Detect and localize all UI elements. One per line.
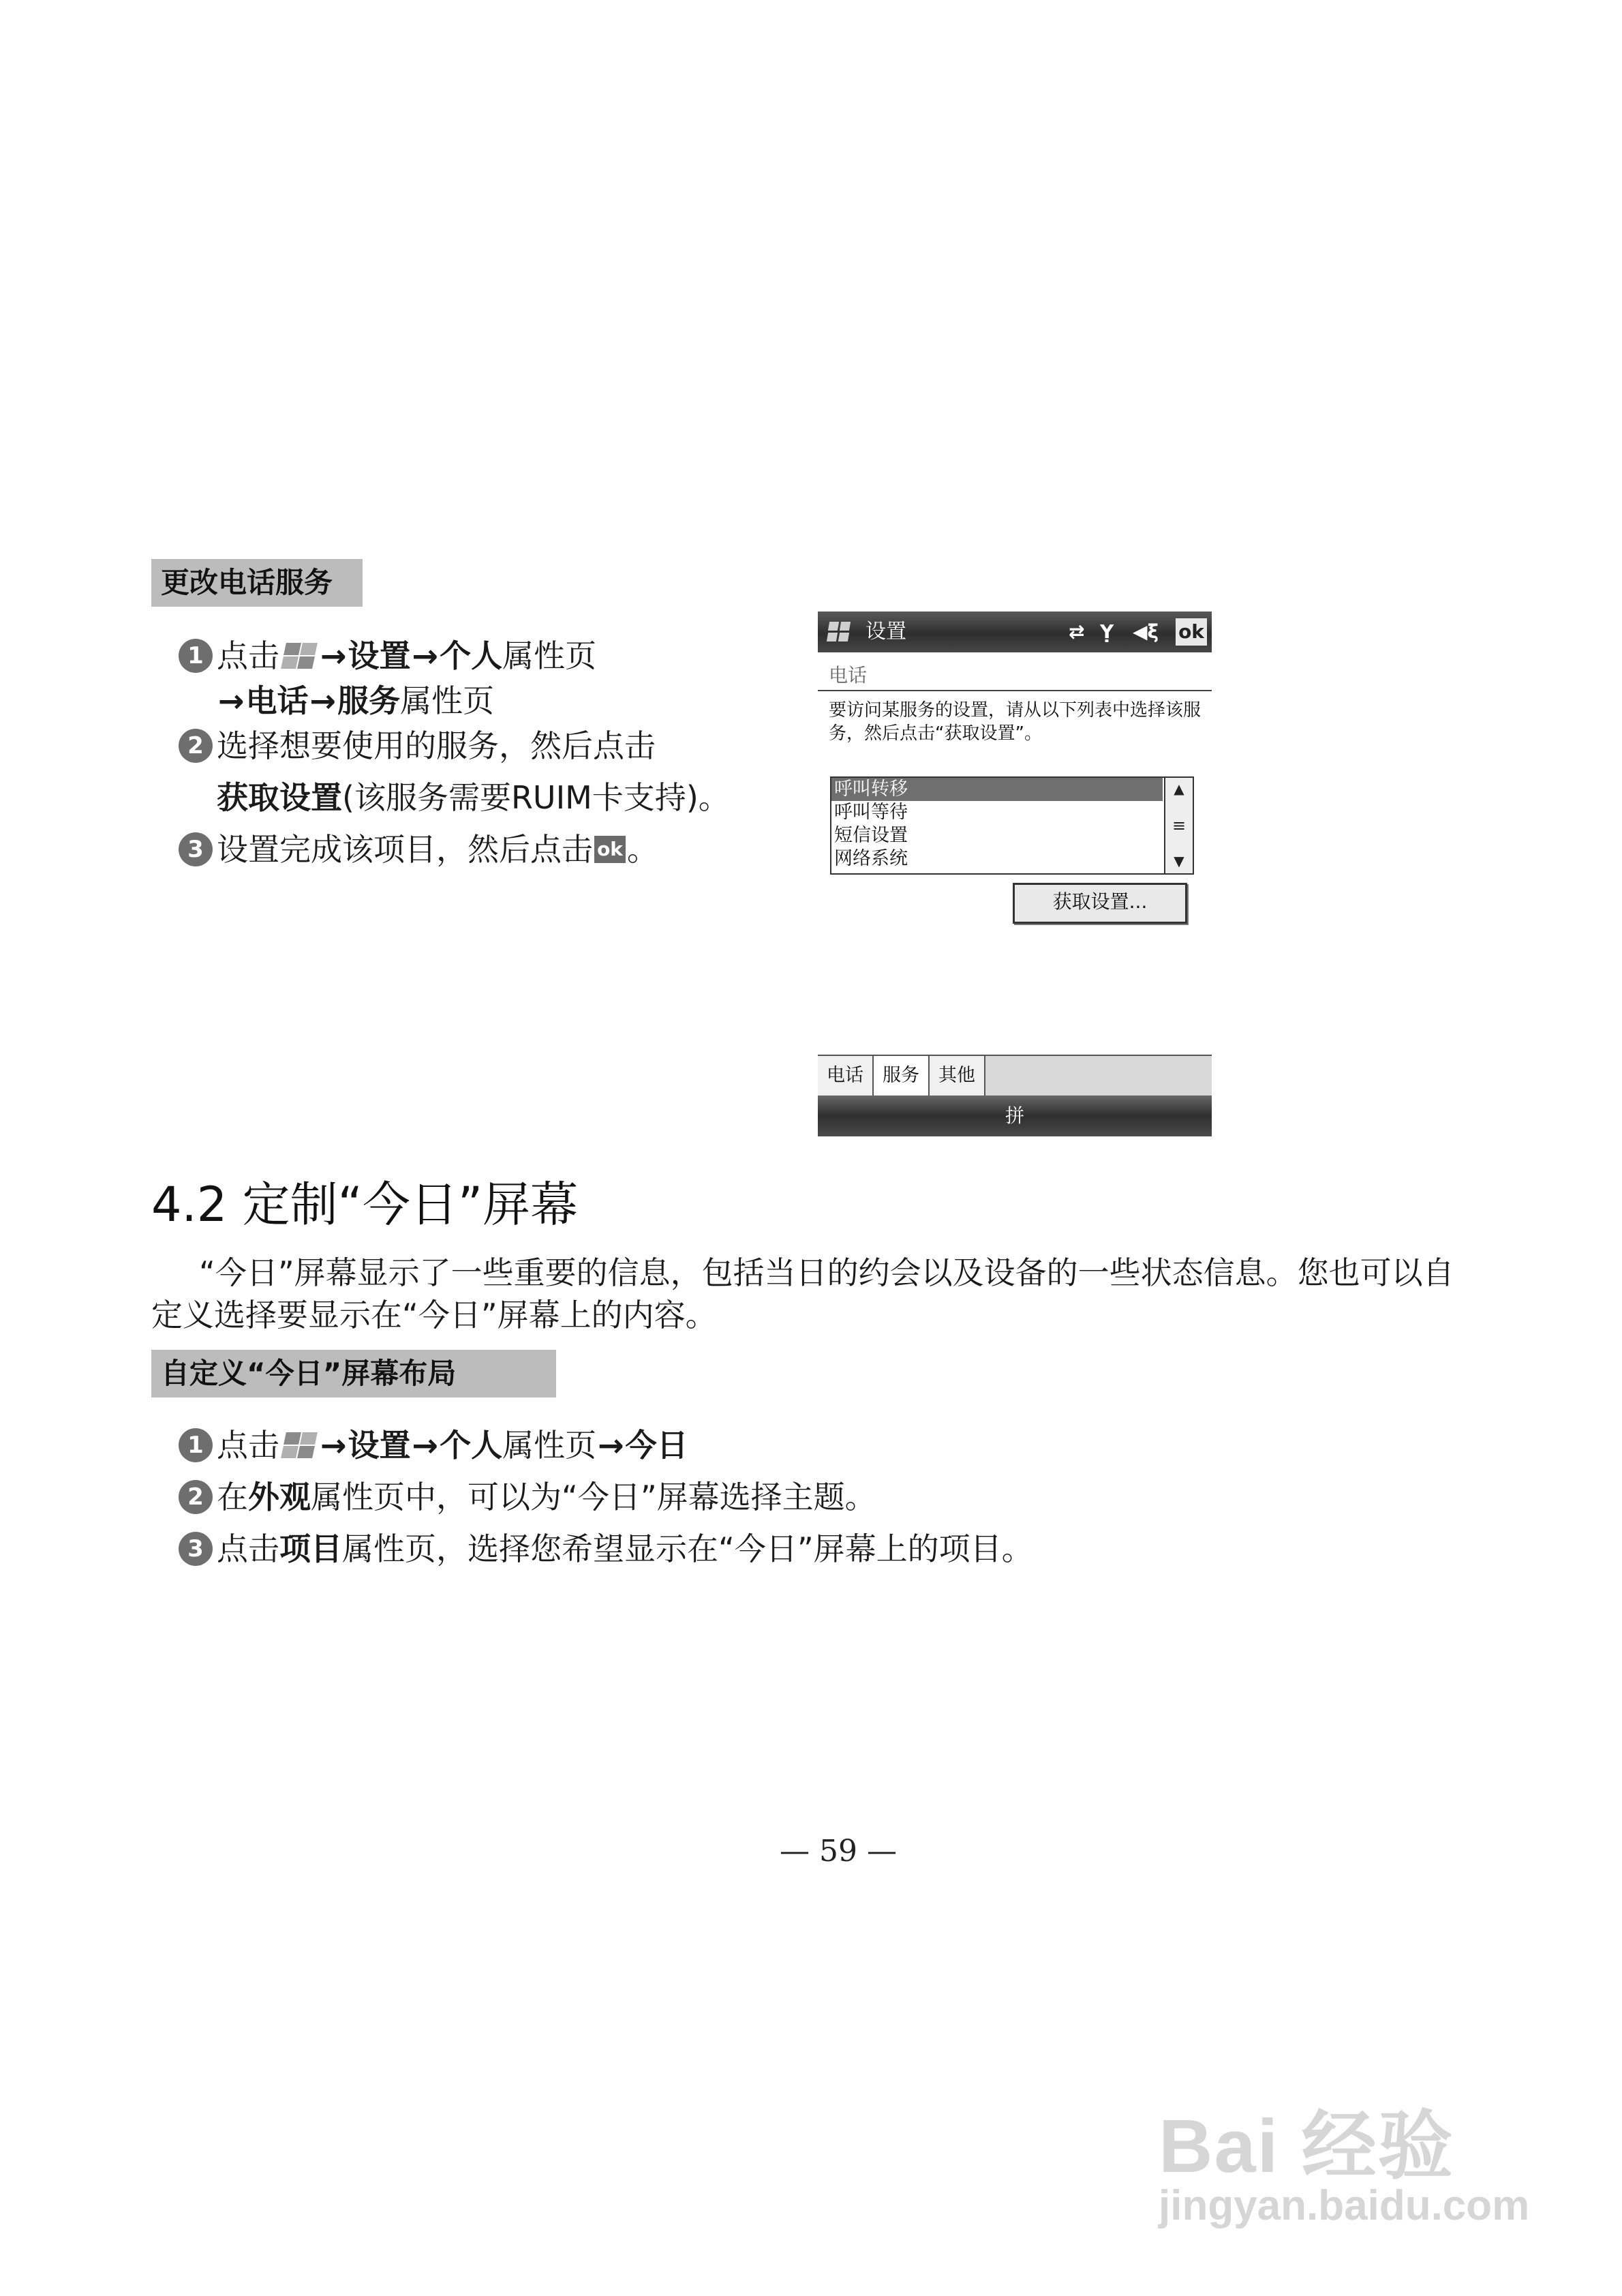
step-number: 2	[179, 729, 213, 763]
speaker-icon[interactable]: ◀ξ	[1133, 620, 1159, 643]
scroll-up-icon[interactable]: ▲	[1174, 781, 1184, 797]
step-1: 1 点击 → 设置 → 个人 属性页 → 今日	[179, 1425, 688, 1466]
step-number: 1	[179, 1428, 213, 1462]
step-1: 1 点击 → 设置 → 个人 属性页	[179, 635, 596, 676]
service-list[interactable]	[830, 776, 1194, 875]
section-heading: 4.2 定制“今日”屏幕	[151, 1177, 579, 1233]
windows-start-icon[interactable]	[827, 620, 852, 644]
list-item[interactable]: 呼叫转移	[831, 778, 1163, 801]
sync-icon[interactable]: ⇄	[1069, 620, 1085, 643]
scroll-thumb[interactable]: ≡	[1172, 816, 1187, 835]
tab-services[interactable]: 服务	[874, 1056, 930, 1096]
arrow-icon: →	[320, 637, 347, 674]
window-title: 设置	[866, 620, 906, 644]
step-2-continued: 获取设置 (该服务需要RUIM卡支持)。	[217, 779, 730, 816]
list-item[interactable]: 呼叫等待	[834, 802, 908, 823]
page-number: — 59 —	[780, 1834, 897, 1869]
ok-icon: ok	[594, 836, 626, 863]
arrow-icon: →	[412, 637, 439, 674]
step-number: 1	[179, 639, 213, 673]
step-1-continued: → 电话 → 服务 属性页	[217, 680, 494, 721]
tab-other[interactable]: 其他	[930, 1056, 985, 1096]
baidu-jingyan-logo: Bai 经验	[1159, 2104, 1454, 2188]
get-settings-button[interactable]: 获取设置...	[1013, 883, 1187, 924]
page-subheading: 电话	[829, 664, 868, 686]
step-3: 3 设置完成该项目，然后点击 ok 。	[179, 829, 658, 870]
input-panel-bar	[818, 1096, 1212, 1136]
divider	[818, 690, 1212, 691]
arrow-icon: →	[218, 682, 245, 719]
title-bar	[818, 611, 1212, 652]
body-paragraph: “今日”屏幕显示了一些重要的信息，包括当日的约会以及设备的一些状态信息。您也可以自定义选择要显示在“今日”屏幕上的内容。	[151, 1254, 1454, 1333]
section-header-change-phone-service: 更改电话服务	[151, 559, 363, 607]
list-item[interactable]: 短信设置	[834, 825, 908, 846]
list-item[interactable]: 网络系统	[834, 848, 908, 869]
windows-start-icon	[281, 1430, 318, 1461]
tab-phone[interactable]: 电话	[818, 1056, 874, 1096]
arrow-icon: →	[412, 1427, 439, 1464]
instructions-text: 要访问某服务的设置，请从以下列表中选择该服务，然后点击“获取设置”。	[829, 700, 1202, 744]
scroll-down-icon[interactable]: ▼	[1174, 853, 1184, 869]
step-2: 2 选择想要使用的服务，然后点击	[179, 725, 656, 766]
tab-bar	[818, 1055, 1212, 1096]
windows-start-icon	[281, 640, 318, 671]
section-header-customize-today: 自定义“今日”屏幕布局	[151, 1350, 556, 1398]
step-2: 2 在 外观 属性页中，可以为“今日”屏幕选择主题。	[179, 1477, 876, 1517]
input-mode-button[interactable]: 拼	[1005, 1104, 1024, 1127]
watermark-url: jingyan.baidu.com	[1159, 2182, 1530, 2229]
arrow-icon: →	[598, 1427, 624, 1464]
step-number: 2	[179, 1480, 213, 1514]
ok-button[interactable]: ok	[1176, 618, 1207, 646]
signal-icon[interactable]: Ỵ	[1100, 620, 1114, 643]
step-number: 3	[179, 832, 213, 866]
arrow-icon: →	[309, 682, 337, 719]
scrollbar[interactable]	[1164, 778, 1193, 873]
arrow-icon: →	[320, 1427, 347, 1464]
step-3: 3 点击 项目 属性页，选择您希望显示在“今日”屏幕上的项目。	[179, 1528, 1033, 1569]
step-number: 3	[179, 1532, 213, 1566]
device-screenshot	[818, 611, 1212, 1136]
